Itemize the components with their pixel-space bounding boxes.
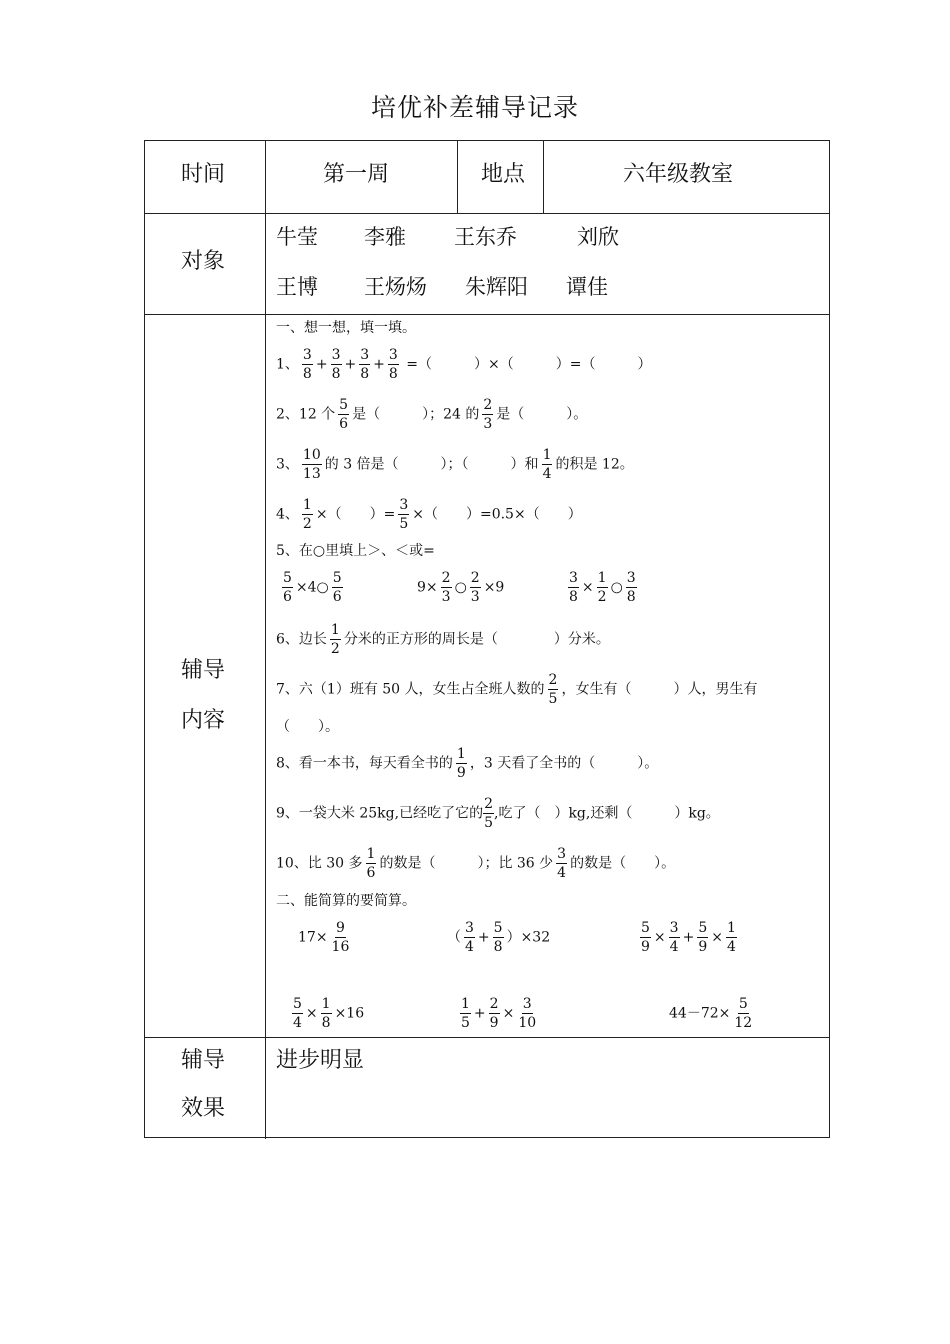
question-8: 8、看一本书，每天看全书的 $\frac{1}{9}$ ，3 天看了全书的（ ）。 [276,746,659,781]
calc-1: 17× $\frac{9}{16}$ [298,920,350,955]
column-divider [543,141,544,213]
place-label: 地点 [481,162,526,187]
target-names-row2 [276,271,608,301]
row-divider [145,314,829,315]
student-name: 朱辉阳 [465,275,528,299]
student-name: 李雅 [364,225,406,249]
calc-6: 44－72× $\frac{5}{12}$ [669,996,753,1031]
page-title: 培优补差辅导记录 [370,93,579,122]
column-divider [265,141,266,1139]
student-name: 王炀炀 [364,275,427,299]
question-3: 3、 $\frac{10}{13}$ 的 3 倍是（ ）；（ ）和 $\frac{1}{4}$ 的积是 12。 [276,447,634,482]
question-5b: 9× $\frac{2}{3}$ ○ $\frac{2}{3}$ ×9 [417,570,505,605]
effect-value: 进步明显 [276,1048,365,1073]
time-label: 时间 [181,162,226,187]
student-name: 牛莹 [276,225,318,249]
target-label: 对象 [181,249,226,274]
student-name: 王博 [276,275,318,299]
column-divider [457,141,458,213]
student-name: 王东乔 [454,225,517,249]
question-2: 2、12 个 $\frac{5}{6}$ 是（ ）；24 的 $\frac{2}{3}$ 是（ ）。 [276,397,588,432]
effect-label-1: 辅导 [181,1048,226,1073]
question-10: 10、比 30 多 $\frac{1}{6}$ 的数是（ ）；比 36 少 $\frac{3}{4}$ 的数是（ ）。 [276,846,676,881]
question-5c: $\frac{3}{8}$ × $\frac{1}{2}$ ○ $\frac{3}{8}$ [569,570,636,605]
calc-4: $\frac{5}{4}$ × $\frac{1}{8}$ ×16 [293,996,365,1031]
question-5: 5、在○里填上＞、＜或= [276,543,435,559]
row-divider [145,1037,829,1038]
question-4: 4、 $\frac{1}{2}$ ×（ ）= $\frac{3}{5}$ ×（ ）=0.5×（ ） [276,497,582,532]
row-divider [145,213,829,214]
question-7-line2: （ ）。 [276,719,339,735]
record-table [144,140,830,1138]
question-7: 7、六（1）班有 50 人，女生占全班人数的 $\frac{2}{5}$ ，女生有（ ）人，男生有 [276,672,758,707]
question-9: 9、一袋大米 25kg,已经吃了它的 $\frac{2}{5}$ ,吃了（ ）kg,还剩（ ）kg。 [276,796,720,831]
section-one-heading: 一、想一想，填一填。 [276,320,416,336]
student-name: 谭佳 [566,275,608,299]
question-5a: $\frac{5}{6}$ ×4○ $\frac{5}{6}$ [283,570,342,605]
question-1: 1、 $\frac{3}{8}$ + $\frac{3}{8}$ + $\frac{3}{8}$ + $\frac{3}{8}$ =（ ）×（ ）=（ ） [276,347,652,382]
time-value: 第一周 [323,162,390,187]
content-label-1: 辅导 [181,658,226,683]
question-6: 6、边长 $\frac{1}{2}$ 分米的正方形的周长是（ ）分米。 [276,622,610,657]
place-value: 六年级教室 [623,162,734,187]
section-two-heading: 二、能简算的要简算。 [276,893,416,909]
content-label-2: 内容 [181,708,226,733]
student-name: 刘欣 [577,225,619,249]
calc-5: $\frac{1}{5}$ + $\frac{2}{9}$ × $\frac{3}{10}$ [461,996,537,1031]
calc-3: $\frac{5}{9}$ × $\frac{3}{4}$ + $\frac{5}{9}$ × $\frac{1}{4}$ [641,920,736,955]
target-names-row1 [276,221,619,251]
effect-label-2: 效果 [181,1096,226,1121]
calc-2: （ $\frac{3}{4}$ + $\frac{5}{8}$ ）×32 [447,920,551,955]
